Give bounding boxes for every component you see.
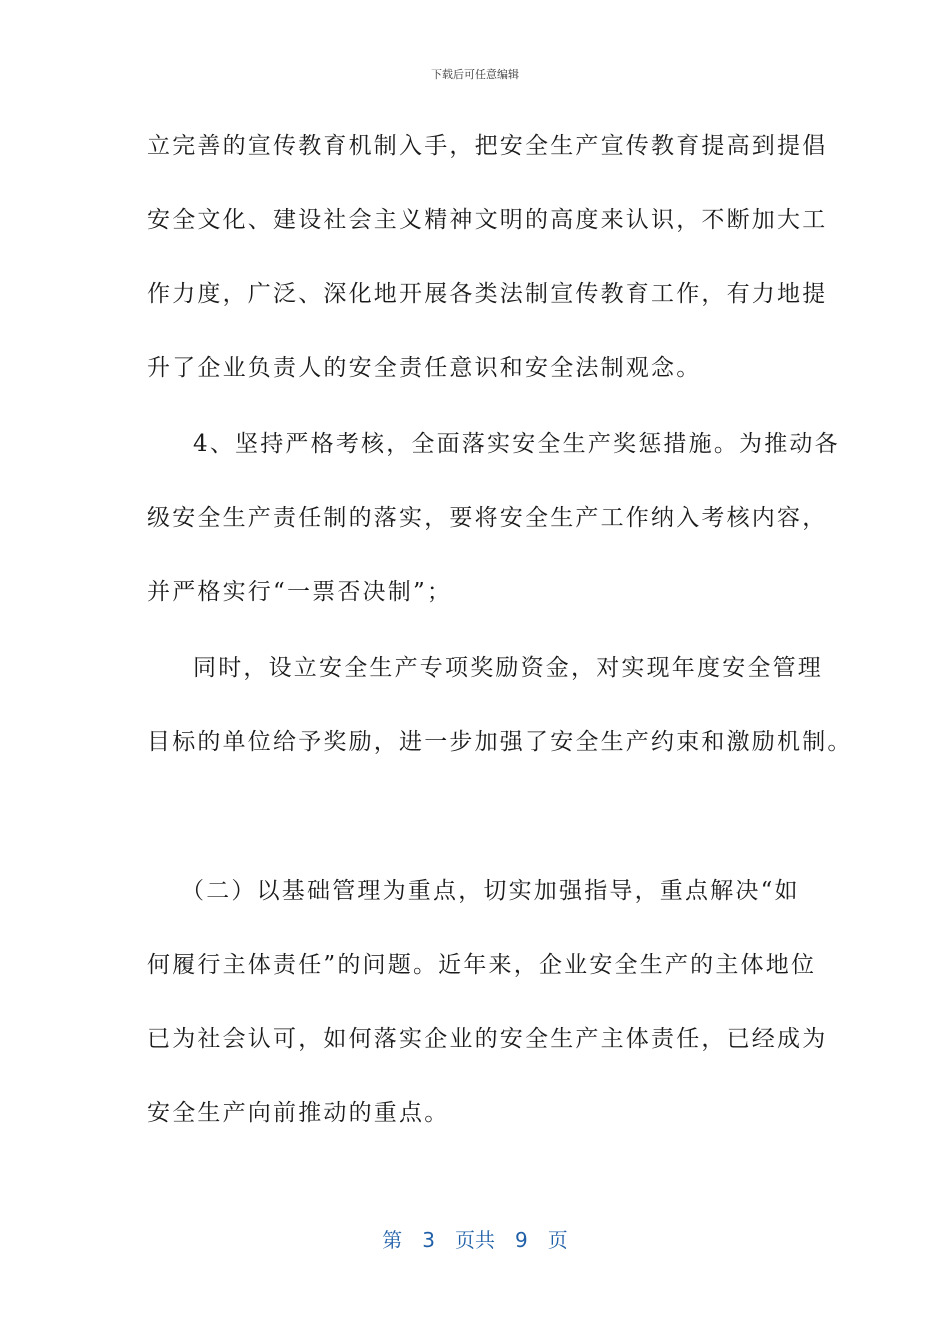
footer-middle: 页共 bbox=[455, 1228, 495, 1252]
text-line: 目标的单位给予奖励，进一步加强了安全生产约束和激励机制。 bbox=[147, 729, 853, 755]
text-line: 同时，设立安全生产专项奖励资金，对实现年度安全管理 bbox=[193, 655, 823, 681]
text-line: 4、坚持严格考核，全面落实安全生产奖惩措施。为推动各 bbox=[193, 431, 840, 457]
text-line: 安全文化、建设社会主义精神文明的高度来认识，不断加大工 bbox=[147, 207, 828, 233]
text-line: 安全生产向前推动的重点。 bbox=[147, 1100, 450, 1126]
footer-current-page: 3 bbox=[422, 1228, 435, 1252]
footer-prefix: 第 bbox=[382, 1228, 403, 1252]
text-line: （二）以基础管理为重点，切实加强指导，重点解决“如 bbox=[181, 878, 800, 904]
text-line: 已为社会认可，如何落实企业的安全生产主体责任，已经成为 bbox=[147, 1026, 828, 1052]
text-line: 并严格实行“一票否决制”； bbox=[147, 579, 453, 605]
paragraph-1 bbox=[147, 109, 828, 405]
footer-total-pages: 9 bbox=[515, 1228, 528, 1252]
text-line: 作力度，广泛、深化地开展各类法制宣传教育工作，有力地提 bbox=[147, 281, 828, 307]
header-note: 下载后可任意编辑 bbox=[431, 68, 519, 81]
paragraph-3 bbox=[147, 631, 853, 779]
paragraph-4 bbox=[147, 854, 828, 1150]
paragraph-2 bbox=[147, 407, 840, 629]
text-line: 升了企业负责人的安全责任意识和安全法制观念。 bbox=[147, 355, 702, 381]
footer-suffix: 页 bbox=[547, 1228, 568, 1252]
text-line: 立完善的宣传教育机制入手，把安全生产宣传教育提高到提倡 bbox=[147, 133, 828, 159]
text-line: 何履行主体责任”的问题。近年来，企业安全生产的主体地位 bbox=[147, 952, 817, 978]
text-line: 级安全生产责任制的落实，要将安全生产工作纳入考核内容， bbox=[147, 505, 828, 531]
page-footer bbox=[0, 1224, 950, 1253]
